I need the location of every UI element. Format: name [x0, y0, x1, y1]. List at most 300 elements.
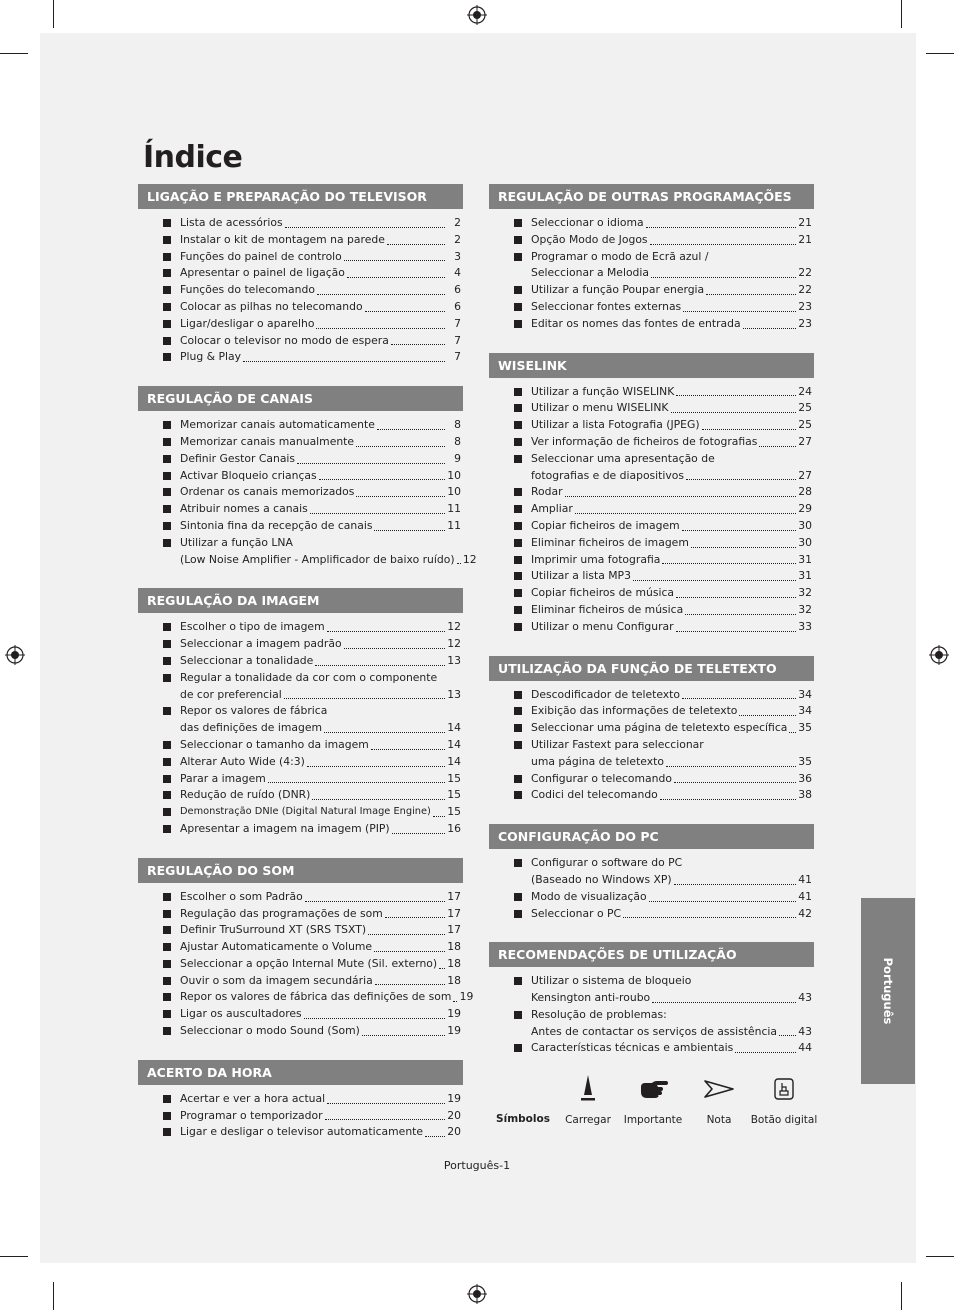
toc-entry-label: Parar a imagem	[180, 771, 266, 785]
toc-page-number: 42	[798, 906, 812, 920]
toc-entry-line	[515, 720, 812, 737]
toc-page-number: 31	[798, 569, 812, 583]
toc-page-number: 19	[447, 1007, 461, 1021]
dot-leader	[650, 244, 796, 245]
square-bullet-icon	[514, 623, 522, 631]
toc-entry[interactable]	[515, 771, 812, 788]
toc-entry[interactable]	[515, 1040, 812, 1057]
toc-page-number: 14	[447, 737, 461, 751]
toc-entry-label: Seleccionar a tonalidade	[180, 653, 314, 667]
toc-page-number: 8	[454, 418, 461, 432]
toc-entry-line	[164, 535, 461, 552]
toc-entry[interactable]	[164, 619, 461, 636]
dot-leader	[649, 901, 796, 902]
toc-entry-line	[515, 400, 812, 417]
toc-entry[interactable]	[164, 333, 461, 350]
toc-entry-label: Ordenar os canais memorizados	[180, 485, 355, 499]
section-heading: RECOMENDAÇÕES DE UTILIZAÇÃO	[489, 942, 814, 967]
crop-mark	[53, 0, 54, 28]
toc-entry-line	[164, 333, 461, 350]
toc-entry[interactable]	[164, 804, 461, 821]
toc-entry[interactable]	[515, 282, 812, 299]
toc-entry[interactable]	[164, 653, 461, 670]
toc-entry-label: Copiar ficheiros de música	[531, 586, 675, 600]
toc-entry[interactable]	[164, 939, 461, 956]
toc-entry[interactable]	[164, 518, 461, 535]
toc-entry-label: Escolher o som Padrão	[180, 889, 303, 903]
toc-entry[interactable]	[515, 299, 812, 316]
toc-entry[interactable]	[164, 956, 461, 973]
toc-entry-label: uma página de teletexto	[531, 754, 664, 768]
dot-leader	[457, 563, 461, 564]
toc-page-number: 22	[798, 266, 812, 280]
toc-entry-label: Configurar o software do PC	[531, 856, 683, 870]
toc-page-number: 10	[447, 468, 461, 482]
symbol-label: Botão digital	[750, 1114, 818, 1126]
toc-page-number: 23	[798, 316, 812, 330]
toc-page-number: 15	[447, 805, 461, 819]
toc-entry[interactable]	[515, 787, 812, 804]
toc-entry-label: Utilizar o menu WISELINK	[531, 401, 669, 415]
toc-entry-line	[515, 754, 812, 771]
toc-entry[interactable]	[164, 754, 461, 771]
toc-list	[489, 209, 814, 333]
toc-entry-label: Demonstração DNIe (Digital Natural Image Engine)	[180, 806, 431, 818]
toc-entry-line	[515, 468, 812, 485]
toc-entry[interactable]	[515, 316, 812, 333]
toc-entry-line	[515, 1024, 812, 1041]
toc-entry-label: Funções do painel de controlo	[180, 249, 342, 263]
square-bullet-icon	[163, 741, 171, 749]
toc-entry-label: Repor os valores de fábrica	[180, 704, 328, 718]
toc-entry[interactable]	[515, 855, 812, 889]
page-title: Índice	[143, 140, 243, 175]
toc-page-number: 15	[447, 788, 461, 802]
section-heading: LIGAÇÃO E PREPARAÇÃO DO TELEVISOR	[138, 184, 463, 209]
square-bullet-icon	[514, 556, 522, 564]
square-bullet-icon	[163, 286, 171, 294]
square-bullet-icon	[514, 589, 522, 597]
toc-entry-line	[164, 417, 461, 434]
toc-entry[interactable]	[515, 568, 812, 585]
toc-page-number: 43	[798, 1024, 812, 1038]
toc-list	[489, 967, 814, 1057]
toc-entry-label: Modo de visualização	[531, 889, 647, 903]
square-bullet-icon	[163, 253, 171, 261]
symbol-note	[684, 1072, 754, 1128]
press-icon	[579, 1073, 597, 1105]
toc-section	[138, 386, 477, 568]
toc-entry[interactable]	[515, 249, 812, 283]
toc-page-number: 34	[798, 687, 812, 701]
toc-entry[interactable]	[164, 636, 461, 653]
toc-entry-line	[515, 501, 812, 518]
toc-entry[interactable]	[164, 249, 461, 266]
registration-mark-icon	[467, 1284, 487, 1304]
toc-entry-label: Utilizar o menu Configurar	[531, 619, 674, 633]
toc-page-number: 4	[454, 266, 461, 280]
toc-page-number: 32	[798, 586, 812, 600]
toc-entry[interactable]	[515, 215, 812, 232]
toc-entry-line	[515, 299, 812, 316]
toc-entry[interactable]	[164, 451, 461, 468]
toc-page-number: 3	[454, 249, 461, 263]
toc-entry[interactable]	[164, 535, 477, 569]
square-bullet-icon	[163, 1027, 171, 1035]
toc-entry[interactable]	[164, 282, 461, 299]
toc-entry-label: Ajustar Automaticamente o Volume	[180, 940, 373, 954]
toc-entry-line	[164, 687, 461, 704]
toc-entry-line	[164, 1023, 461, 1040]
square-bullet-icon	[514, 572, 522, 580]
square-bullet-icon	[514, 691, 522, 699]
toc-page-number: 27	[798, 468, 812, 482]
toc-page-number: 17	[447, 889, 461, 903]
toc-entry-label: Plug & Play	[180, 350, 242, 364]
dot-leader	[385, 917, 445, 918]
toc-entry[interactable]	[515, 703, 812, 720]
language-side-tab	[861, 898, 915, 1084]
toc-entry-label: de cor preferencial	[180, 687, 282, 701]
toc-entry-line	[515, 451, 812, 468]
toc-entry[interactable]	[164, 1124, 461, 1141]
toc-entry[interactable]	[515, 906, 812, 923]
dot-leader	[356, 446, 445, 447]
toc-entry[interactable]	[164, 821, 461, 838]
dot-leader	[676, 597, 796, 598]
toc-entry[interactable]	[515, 451, 812, 485]
square-bullet-icon	[163, 674, 171, 682]
square-bullet-icon	[514, 606, 522, 614]
toc-entry-label: Redução de ruído (DNR)	[180, 788, 311, 802]
toc-page-number: 16	[447, 821, 461, 835]
dot-leader	[297, 463, 445, 464]
toc-entry[interactable]	[515, 602, 812, 619]
toc-page-number: 21	[798, 216, 812, 229]
toc-entry[interactable]	[515, 737, 812, 771]
dot-leader	[312, 799, 445, 800]
toc-entry[interactable]	[164, 1108, 461, 1125]
dot-leader	[315, 665, 445, 666]
square-bullet-icon	[163, 438, 171, 446]
symbol-label: Importante	[623, 1114, 683, 1126]
toc-entry-label: Escolher o tipo de imagem	[180, 620, 325, 634]
crop-mark	[901, 1282, 902, 1310]
dot-leader	[743, 328, 796, 329]
toc-entry-label: Repor os valores de fábrica das definições de som	[180, 990, 452, 1004]
square-bullet-icon	[163, 993, 171, 1001]
toc-list	[138, 1085, 463, 1141]
toc-entry[interactable]	[164, 1006, 461, 1023]
toc-page-number: 21	[798, 232, 812, 246]
toc-entry[interactable]	[164, 434, 461, 451]
toc-entry-line	[164, 653, 461, 670]
toc-entry[interactable]	[515, 417, 812, 434]
toc-entry[interactable]	[515, 518, 812, 535]
toc-page-number: 30	[798, 518, 812, 532]
toc-entry[interactable]	[164, 1091, 461, 1108]
toc-entry-line	[515, 737, 812, 754]
toc-page-number: 31	[798, 552, 812, 566]
dot-leader	[324, 732, 445, 733]
toc-page-number: 19	[447, 1091, 461, 1105]
square-bullet-icon	[514, 977, 522, 985]
toc-entry-label: Utilizar a função WISELINK	[531, 384, 675, 398]
dot-leader	[575, 513, 796, 514]
symbol-label: Nota	[706, 1114, 732, 1126]
toc-entry[interactable]	[164, 215, 461, 232]
toc-page-number: 6	[454, 283, 461, 297]
toc-entry[interactable]	[164, 349, 461, 366]
toc-entry[interactable]	[515, 400, 812, 417]
toc-entry[interactable]	[515, 1007, 812, 1041]
square-bullet-icon	[163, 775, 171, 783]
toc-entry-line	[515, 990, 812, 1007]
toc-entry-line	[164, 787, 461, 804]
dot-leader	[317, 294, 445, 295]
dot-leader	[387, 244, 445, 245]
toc-entry-label: Utilizar a lista MP3	[531, 569, 631, 583]
toc-page-number: 6	[454, 299, 461, 313]
toc-section	[489, 353, 814, 636]
dot-leader	[666, 766, 796, 767]
toc-entry[interactable]	[164, 468, 461, 485]
dot-leader	[374, 530, 445, 531]
toc-entry-line	[164, 619, 461, 636]
toc-entry-line	[164, 451, 461, 468]
dot-leader	[304, 1018, 445, 1019]
toc-entry-label: Utilizar a função Poupar energia	[531, 283, 705, 297]
dot-leader	[391, 344, 445, 345]
square-bullet-icon	[163, 455, 171, 463]
toc-entry-label: Seleccionar uma apresentação de	[531, 451, 715, 465]
dot-leader	[319, 479, 445, 480]
toc-page-number: 44	[798, 1041, 812, 1055]
toc-entry-line	[164, 1108, 461, 1125]
toc-page-number: 17	[447, 923, 461, 937]
toc-entry-line	[515, 384, 812, 401]
toc-entry[interactable]	[164, 771, 461, 788]
toc-entry-line	[164, 1091, 461, 1108]
toc-page-number: 11	[447, 518, 461, 532]
toc-entry[interactable]	[164, 299, 461, 316]
toc-entry-label: Memorizar canais manualmente	[180, 434, 355, 448]
toc-entry-label: Rodar	[531, 485, 563, 499]
toc-page-number: 19	[459, 990, 474, 1004]
toc-entry-line	[515, 249, 812, 266]
square-bullet-icon	[514, 388, 522, 396]
toc-entry-line	[515, 703, 812, 720]
toc-list	[489, 849, 814, 922]
square-bullet-icon	[163, 910, 171, 918]
toc-page-number: 34	[798, 704, 812, 718]
toc-page-number: 27	[798, 434, 812, 448]
square-bullet-icon	[514, 505, 522, 513]
dot-leader	[683, 311, 796, 312]
toc-page-number: 18	[447, 940, 461, 954]
toc-entry-line	[515, 484, 812, 501]
square-bullet-icon	[514, 707, 522, 715]
toc-entry[interactable]	[515, 384, 812, 401]
toc-entry[interactable]	[164, 417, 461, 434]
square-bullet-icon	[514, 1044, 522, 1052]
toc-entry[interactable]	[515, 973, 812, 1007]
toc-entry-line	[164, 316, 461, 333]
toc-entry[interactable]	[164, 737, 461, 754]
toc-page-number: 13	[447, 653, 461, 667]
section-heading: CONFIGURAÇÃO DO PC	[489, 824, 814, 849]
toc-entry-line	[515, 889, 812, 906]
square-bullet-icon	[163, 758, 171, 766]
dot-leader	[368, 934, 445, 935]
toc-entry-line	[164, 771, 461, 788]
toc-page-number: 12	[447, 637, 461, 651]
toc-entry-line	[164, 232, 461, 249]
toc-entry[interactable]	[164, 316, 461, 333]
one-touch-button-icon	[774, 1078, 794, 1100]
toc-entry[interactable]	[164, 501, 461, 518]
toc-entry-label: Codici del telecomando	[531, 788, 658, 802]
toc-page-number: 12	[462, 552, 477, 566]
toc-entry[interactable]	[164, 973, 461, 990]
dot-leader	[268, 782, 445, 783]
toc-page-number: 29	[798, 502, 812, 516]
toc-entry-label: Definir Gestor Canais	[180, 451, 296, 465]
square-bullet-icon	[163, 421, 171, 429]
dot-leader	[702, 429, 796, 430]
toc-entry[interactable]	[164, 889, 461, 906]
square-bullet-icon	[163, 539, 171, 547]
toc-entry-line	[515, 568, 812, 585]
toc-entry-label: das definições de imagem	[180, 721, 322, 735]
toc-entry[interactable]	[164, 989, 474, 1006]
toc-entry-line	[515, 265, 812, 282]
toc-entry[interactable]	[164, 670, 461, 704]
dot-leader	[735, 1052, 796, 1053]
toc-entry-line	[164, 501, 461, 518]
toc-list	[138, 411, 477, 568]
toc-page-number: 28	[798, 485, 812, 499]
toc-entry[interactable]	[164, 1023, 461, 1040]
toc-page-number: 10	[447, 485, 461, 499]
toc-entry-label: Programar o modo de Ecrã azul /	[531, 249, 709, 263]
square-bullet-icon	[514, 910, 522, 918]
toc-entry-line	[515, 417, 812, 434]
toc-entry-line	[164, 215, 461, 232]
toc-entry-label: Ligar e desligar o televisor automaticamente	[180, 1125, 424, 1139]
toc-entry-label: fotografias e de diapositivos	[531, 468, 685, 482]
square-bullet-icon	[514, 741, 522, 749]
square-bullet-icon	[514, 522, 522, 530]
toc-entry-line	[515, 619, 812, 636]
crop-mark	[926, 1256, 954, 1257]
toc-entry-label: Ver informação de ficheiros de fotografias	[531, 434, 758, 448]
toc-entry-line	[515, 771, 812, 788]
toc-entry[interactable]	[515, 889, 812, 906]
toc-entry-label: Funções do telecomando	[180, 283, 315, 297]
toc-entry[interactable]	[164, 906, 461, 923]
toc-entry-line	[164, 349, 461, 366]
toc-entry[interactable]	[164, 922, 461, 939]
toc-entry-label: Programar o temporizador	[180, 1108, 323, 1122]
toc-page-number: 24	[798, 384, 812, 398]
symbol-one-touch-button	[749, 1072, 819, 1128]
toc-entry[interactable]	[515, 484, 812, 501]
symbol-label: Carregar	[565, 1114, 611, 1126]
toc-entry-line	[164, 939, 461, 956]
toc-section	[138, 1060, 463, 1141]
square-bullet-icon	[163, 977, 171, 985]
toc-entry-line	[164, 1006, 461, 1023]
toc-entry[interactable]	[515, 552, 812, 569]
dot-leader	[344, 648, 445, 649]
square-bullet-icon	[163, 505, 171, 513]
toc-entry-line	[164, 989, 474, 1006]
toc-entry[interactable]	[164, 484, 461, 501]
toc-entry-line	[515, 585, 812, 602]
dot-leader	[316, 328, 445, 329]
toc-entry-label: Ouvir o som da imagem secundária	[180, 973, 373, 987]
toc-entry[interactable]	[515, 619, 812, 636]
toc-entry-label: Regular a tonalidade da cor com o componente	[180, 670, 438, 684]
toc-page-number: 12	[447, 620, 461, 634]
dot-leader	[325, 1119, 445, 1120]
dot-leader	[362, 1035, 445, 1036]
toc-entry-label: Seleccionar a opção Internal Mute (Sil. externo)	[180, 956, 438, 970]
toc-entry[interactable]	[515, 232, 812, 249]
dot-leader	[392, 833, 445, 834]
toc-entry-line	[164, 282, 461, 299]
toc-entry[interactable]	[515, 434, 812, 451]
toc-page-number: 2	[454, 232, 461, 246]
dot-leader	[439, 968, 445, 969]
dot-leader	[652, 1002, 796, 1003]
toc-entry[interactable]	[164, 703, 461, 737]
dot-leader	[660, 799, 796, 800]
dot-leader	[433, 816, 445, 817]
toc-entry-label: Características técnicas e ambientais	[531, 1041, 734, 1055]
toc-entry-label: Ligar os auscultadores	[180, 1007, 302, 1021]
toc-entry-line	[515, 215, 812, 232]
dot-leader	[646, 227, 796, 228]
toc-entry[interactable]	[164, 787, 461, 804]
dot-leader	[686, 479, 796, 480]
square-bullet-icon	[163, 960, 171, 968]
toc-entry-label: Configurar o telecomando	[531, 771, 672, 785]
toc-entry-line	[164, 434, 461, 451]
square-bullet-icon	[163, 707, 171, 715]
toc-entry-line	[164, 906, 461, 923]
toc-entry-line	[515, 855, 812, 872]
crop-mark	[0, 1256, 28, 1257]
toc-entry[interactable]	[515, 720, 812, 737]
toc-entry[interactable]	[515, 687, 812, 704]
dot-leader	[375, 984, 445, 985]
toc-entry-line	[164, 468, 461, 485]
toc-entry-label: Exibição das informações de teletexto	[531, 704, 738, 718]
toc-entry[interactable]	[515, 585, 812, 602]
dot-leader	[307, 766, 445, 767]
toc-entry[interactable]	[164, 265, 461, 282]
toc-entry[interactable]	[515, 501, 812, 518]
dot-leader	[243, 361, 445, 362]
toc-entry[interactable]	[164, 232, 461, 249]
toc-entry-label: Regulação das programações de som	[180, 906, 383, 920]
square-bullet-icon	[514, 791, 522, 799]
toc-page-number: 18	[447, 973, 461, 987]
toc-entry-line	[515, 535, 812, 552]
toc-entry[interactable]	[515, 535, 812, 552]
